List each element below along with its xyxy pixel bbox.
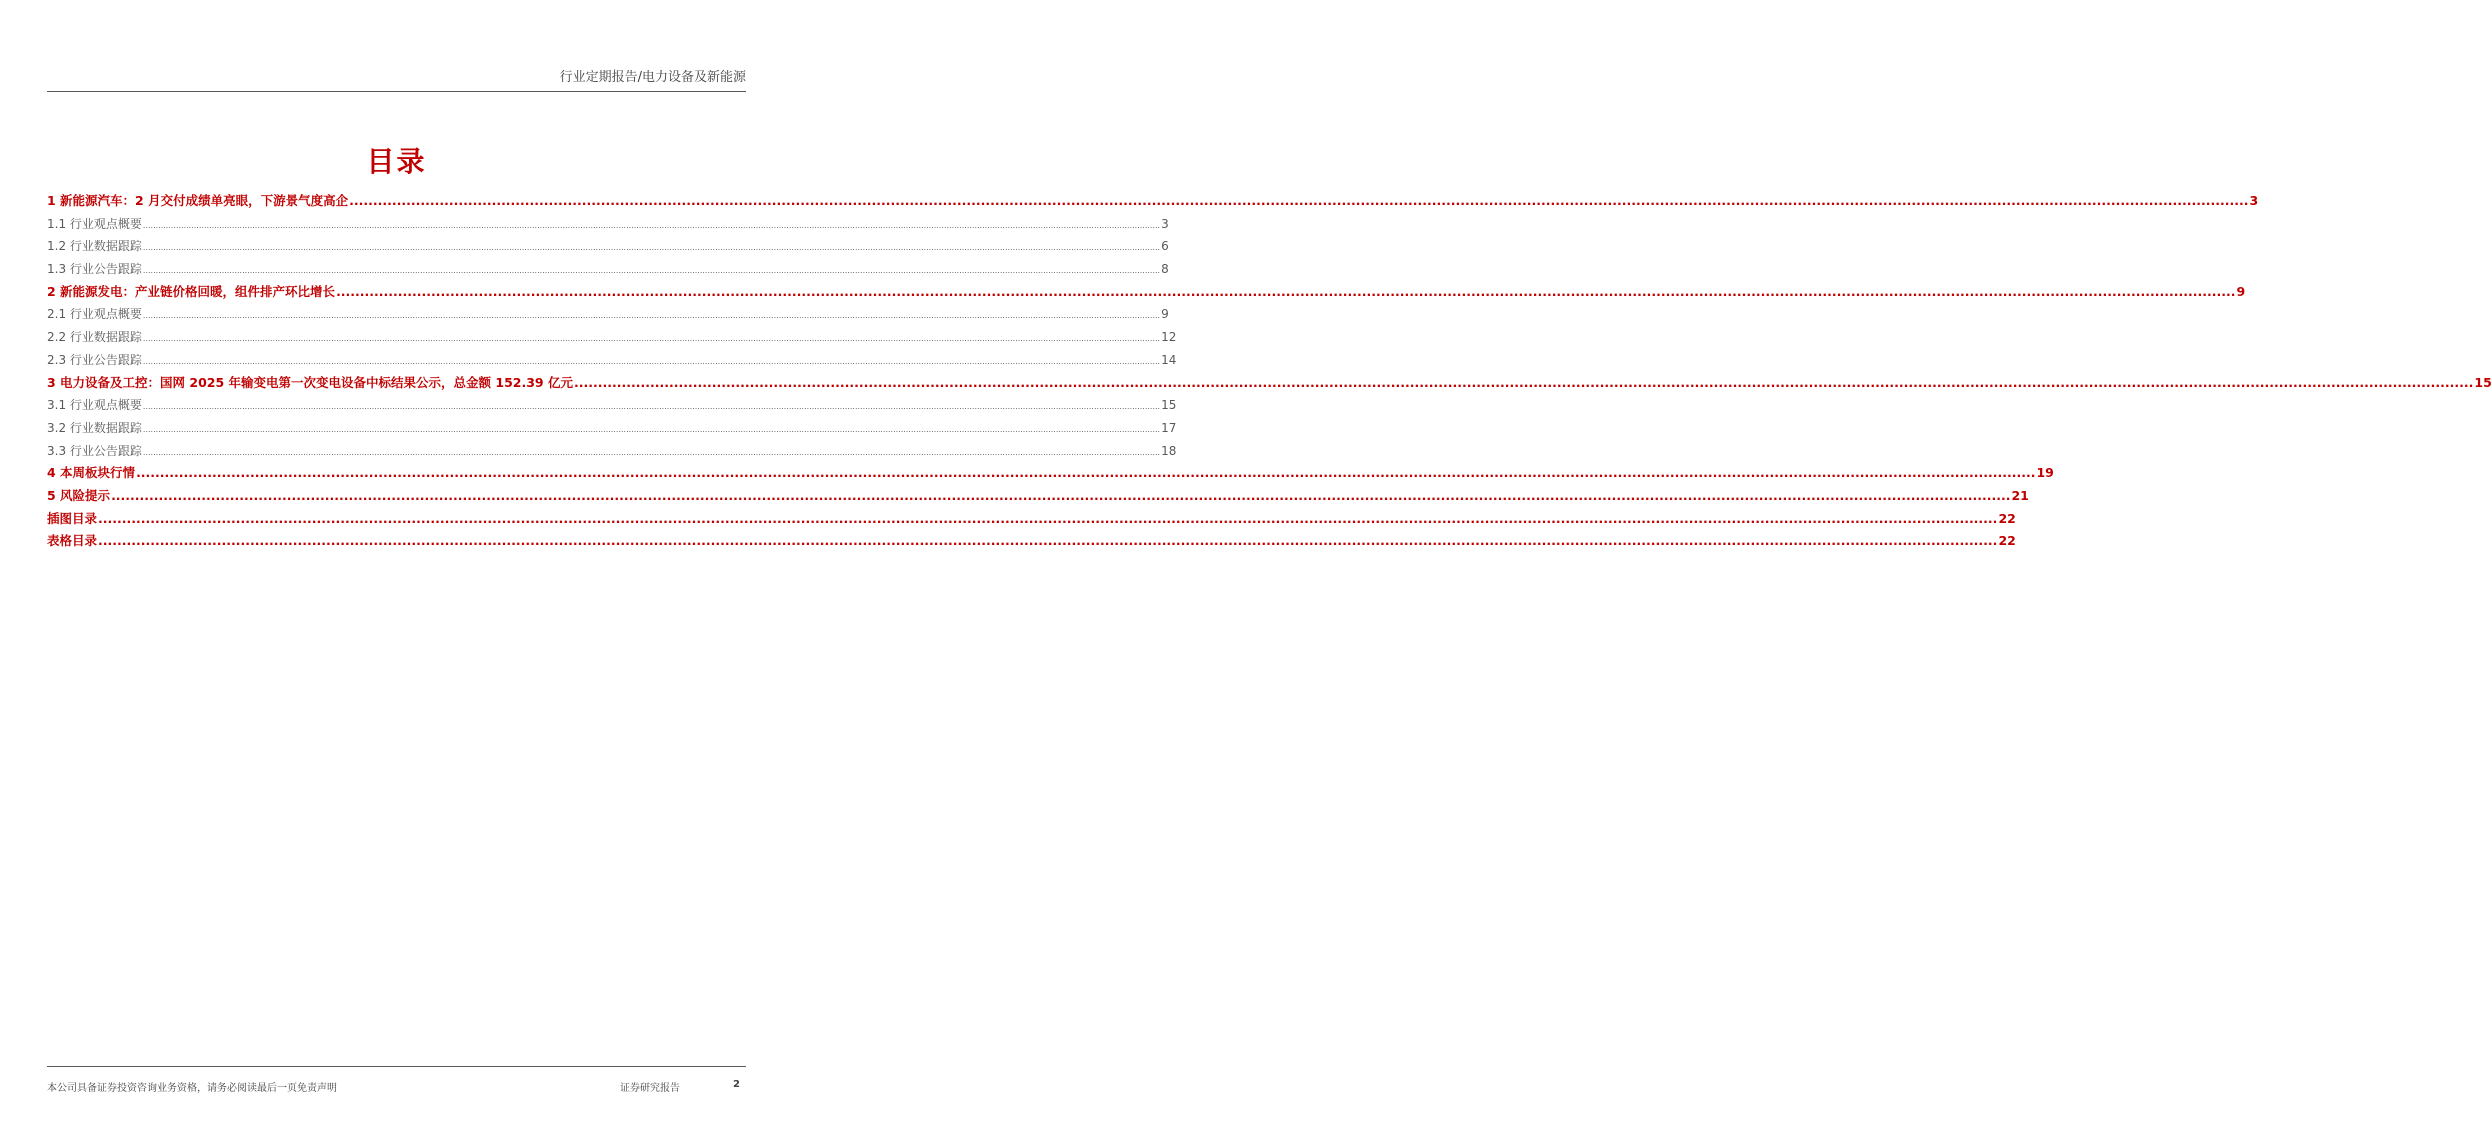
toc-title: 目录	[366, 145, 427, 178]
toc-entry-chapter[interactable]	[47, 508, 2016, 531]
toc-entry-label: 4 本周板块行情	[47, 465, 136, 481]
toc-entry-chapter[interactable]	[47, 372, 2492, 395]
toc-entry-label: 2.3 行业公告跟踪	[47, 352, 142, 367]
footer-page-number: 2	[733, 1079, 740, 1090]
toc-entry-page: 18	[1161, 443, 1177, 458]
toc-dot-leader: ................................................................................................................................................................................................................................................................................................................................................................................................................	[142, 424, 1161, 434]
toc-entry-page: 9	[2236, 283, 2246, 299]
header-title: 行业定期报告/电力设备及新能源	[559, 70, 746, 85]
toc-dot-leader: ................................................................................................................................................................................................................................................................................................................................................................................................................	[142, 220, 1161, 230]
toc-entry-section[interactable]	[47, 417, 1177, 440]
toc-entry-page: 19	[2036, 465, 2054, 481]
toc-entry-page: 21	[2011, 487, 2029, 503]
footer-report-type: 证券研究报告	[620, 1083, 680, 1094]
toc-dot-leader: ................................................................................................................................................................................................................................................................................................................................................................................................................	[142, 447, 1161, 457]
toc-entry-label: 1.3 行业公告跟踪	[47, 262, 142, 277]
toc-entry-chapter[interactable]	[47, 281, 2246, 304]
toc-entry-page: 12	[1161, 330, 1177, 345]
table-of-contents	[47, 190, 2492, 553]
toc-entry-page: 17	[1161, 420, 1177, 435]
toc-dot-leader: ................................................................................................................................................................................................................................................................................................................................................................................................................	[111, 487, 2011, 503]
toc-entry-label: 表格目录	[47, 533, 98, 549]
toc-dot-leader: ................................................................................................................................................................................................................................................................................................................................................................................................................	[142, 266, 1161, 276]
toc-dot-leader: ................................................................................................................................................................................................................................................................................................................................................................................................................	[142, 334, 1161, 344]
toc-entry-section[interactable]	[47, 326, 1177, 349]
toc-entry-label: 1.1 行业观点概要	[47, 216, 142, 231]
toc-entry-section[interactable]	[47, 303, 1169, 326]
footer-divider	[47, 1066, 746, 1067]
toc-entry-page: 22	[1998, 533, 2016, 549]
toc-entry-label: 2.2 行业数据跟踪	[47, 330, 142, 345]
toc-entry-section[interactable]	[47, 394, 1177, 417]
toc-entry-label: 插图目录	[47, 510, 98, 526]
toc-dot-leader: ................................................................................................................................................................................................................................................................................................................................................................................................................	[142, 311, 1161, 321]
toc-entry-section[interactable]	[47, 349, 1177, 372]
toc-entry-chapter[interactable]	[47, 485, 2029, 508]
toc-dot-leader: ................................................................................................................................................................................................................................................................................................................................................................................................................	[136, 465, 2036, 481]
footer-disclaimer: 本公司具备证券投资咨询业务资格，请务必阅读最后一页免责声明	[47, 1083, 337, 1094]
toc-entry-section[interactable]	[47, 440, 1177, 463]
toc-entry-section[interactable]	[47, 213, 1169, 236]
toc-entry-page: 14	[1161, 352, 1177, 367]
toc-entry-page: 9	[1161, 307, 1169, 322]
toc-dot-leader: ................................................................................................................................................................................................................................................................................................................................................................................................................	[142, 243, 1161, 253]
toc-dot-leader: ................................................................................................................................................................................................................................................................................................................................................................................................................	[142, 356, 1161, 366]
toc-entry-chapter[interactable]	[47, 462, 2054, 485]
toc-dot-leader: ................................................................................................................................................................................................................................................................................................................................................................................................................	[573, 374, 2474, 390]
toc-entry-label: 3 电力设备及工控：国网 2025 年输变电第一次变电设备中标结果公示，总金额 152.39 亿元	[47, 374, 573, 390]
toc-entry-page: 15	[2474, 374, 2492, 390]
toc-dot-leader: ................................................................................................................................................................................................................................................................................................................................................................................................................	[142, 402, 1161, 412]
toc-entry-label: 1 新能源汽车：2 月交付成绩单亮眼，下游景气度高企	[47, 193, 349, 208]
toc-entry-label: 3.3 行业公告跟踪	[47, 443, 142, 458]
toc-entry-label: 3.2 行业数据跟踪	[47, 420, 142, 435]
toc-dot-leader: ................................................................................................................................................................................................................................................................................................................................................................................................................	[98, 510, 1998, 526]
header-divider	[47, 91, 746, 92]
toc-entry-page: 3	[2249, 193, 2259, 208]
toc-entry-label: 3.1 行业观点概要	[47, 398, 142, 413]
toc-dot-leader: ................................................................................................................................................................................................................................................................................................................................................................................................................	[98, 533, 1998, 549]
toc-entry-section[interactable]	[47, 258, 1169, 281]
toc-dot-leader: ................................................................................................................................................................................................................................................................................................................................................................................................................	[349, 193, 2249, 208]
toc-entry-page: 6	[1161, 239, 1169, 254]
toc-entry-page: 22	[1998, 510, 2016, 526]
toc-entry-label: 2 新能源发电：产业链价格回暖，组件排产环比增长	[47, 283, 336, 299]
toc-entry-page: 3	[1161, 216, 1169, 231]
toc-entry-label: 2.1 行业观点概要	[47, 307, 142, 322]
toc-entry-chapter[interactable]	[47, 190, 2259, 213]
toc-entry-page: 15	[1161, 398, 1177, 413]
toc-entry-label: 5 风险提示	[47, 487, 111, 503]
toc-entry-label: 1.2 行业数据跟踪	[47, 239, 142, 254]
toc-entry-page: 8	[1161, 262, 1169, 277]
toc-entry-chapter[interactable]	[47, 530, 2016, 553]
toc-dot-leader: ................................................................................................................................................................................................................................................................................................................................................................................................................	[336, 283, 2236, 299]
toc-entry-section[interactable]	[47, 235, 1169, 258]
